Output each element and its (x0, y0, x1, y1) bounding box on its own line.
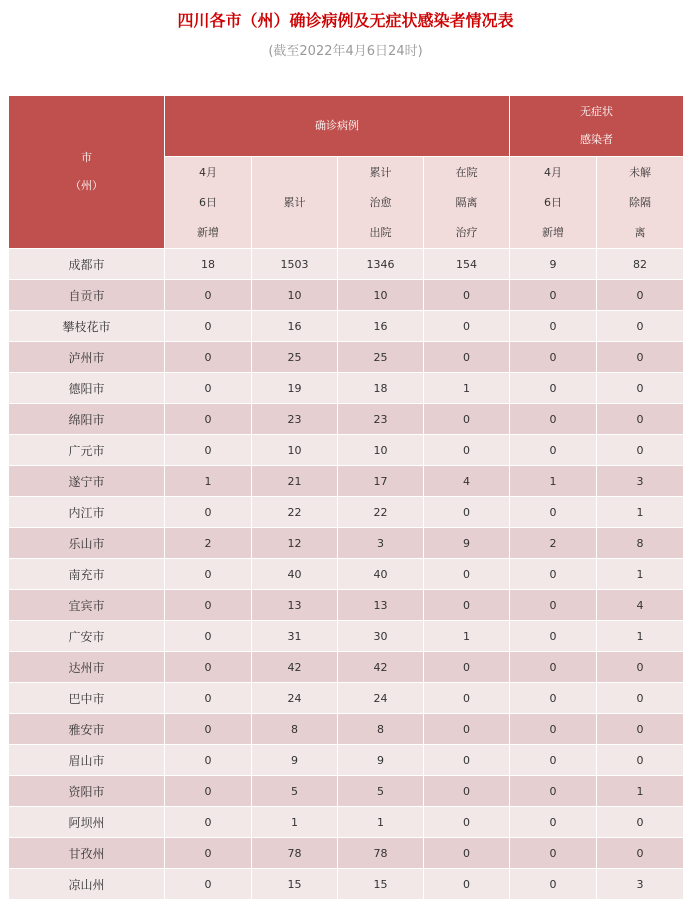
value-cell: 0 (510, 559, 597, 590)
value-cell: 0 (510, 776, 597, 807)
value-cell: 4 (424, 466, 510, 497)
table-row (9, 466, 684, 497)
value-cell: 10 (338, 280, 424, 311)
header-asymptomatic-group (510, 96, 684, 157)
header-asymptomatic-line2: 感染者 (580, 133, 613, 146)
value-cell: 1346 (338, 249, 424, 280)
cases-table (8, 95, 684, 900)
value-cell: 0 (165, 714, 252, 745)
city-name-cell: 凉山州 (9, 869, 165, 900)
value-cell: 1 (424, 621, 510, 652)
value-cell: 24 (252, 683, 338, 714)
value-cell: 0 (424, 683, 510, 714)
city-name-cell: 成都市 (9, 249, 165, 280)
value-cell: 1 (597, 497, 684, 528)
value-cell: 1 (252, 807, 338, 838)
table-body (9, 249, 684, 900)
value-cell: 0 (424, 280, 510, 311)
value-cell: 0 (424, 745, 510, 776)
value-cell: 0 (510, 621, 597, 652)
value-cell: 1503 (252, 249, 338, 280)
value-cell: 0 (597, 838, 684, 869)
value-cell: 0 (510, 745, 597, 776)
table-row (9, 714, 684, 745)
value-cell: 0 (510, 435, 597, 466)
value-cell: 23 (252, 404, 338, 435)
value-cell: 0 (424, 342, 510, 373)
value-cell: 0 (510, 373, 597, 404)
value-cell: 78 (338, 838, 424, 869)
value-cell: 0 (510, 652, 597, 683)
header-column-line: 治愈 (369, 195, 392, 209)
value-cell: 0 (165, 280, 252, 311)
header-column-line: 在院 (455, 165, 478, 179)
value-cell: 9 (424, 528, 510, 559)
table-row (9, 807, 684, 838)
value-cell: 25 (338, 342, 424, 373)
value-cell: 154 (424, 249, 510, 280)
value-cell: 3 (597, 869, 684, 900)
header-column-line: 4月 (199, 165, 217, 179)
value-cell: 0 (165, 311, 252, 342)
value-cell: 0 (424, 869, 510, 900)
header-column-line: 累计 (283, 195, 306, 209)
value-cell: 23 (338, 404, 424, 435)
value-cell: 40 (338, 559, 424, 590)
city-name-cell: 攀枝花市 (9, 311, 165, 342)
value-cell: 0 (165, 404, 252, 435)
value-cell: 0 (510, 838, 597, 869)
header-column-line: 治疗 (455, 225, 478, 239)
value-cell: 0 (510, 590, 597, 621)
header-column-3 (424, 157, 510, 249)
header-column-line: 除隔 (629, 195, 651, 209)
value-cell: 22 (252, 497, 338, 528)
header-column-line: 未解 (629, 165, 651, 179)
header-column-line: 6日 (199, 195, 217, 209)
city-name-cell: 内江市 (9, 497, 165, 528)
city-name-cell: 雅安市 (9, 714, 165, 745)
value-cell: 1 (165, 466, 252, 497)
value-cell: 0 (510, 497, 597, 528)
header-column-2 (338, 157, 424, 249)
value-cell: 24 (338, 683, 424, 714)
city-name-cell: 宜宾市 (9, 590, 165, 621)
value-cell: 0 (510, 714, 597, 745)
table-row (9, 404, 684, 435)
value-cell: 0 (510, 280, 597, 311)
value-cell: 9 (510, 249, 597, 280)
city-name-cell: 甘孜州 (9, 838, 165, 869)
value-cell: 15 (338, 869, 424, 900)
value-cell: 0 (424, 559, 510, 590)
value-cell: 0 (424, 807, 510, 838)
page-title: 四川各市（州）确诊病例及无症状感染者情况表 (177, 11, 514, 30)
value-cell: 12 (252, 528, 338, 559)
table-row (9, 528, 684, 559)
header-city-line2: （州） (70, 179, 103, 192)
value-cell: 0 (597, 342, 684, 373)
value-cell: 0 (165, 497, 252, 528)
value-cell: 13 (338, 590, 424, 621)
value-cell: 0 (424, 652, 510, 683)
header-column-line: 隔离 (455, 195, 478, 209)
value-cell: 0 (597, 280, 684, 311)
value-cell: 0 (424, 311, 510, 342)
value-cell: 0 (424, 776, 510, 807)
table-row (9, 745, 684, 776)
table-row (9, 621, 684, 652)
city-name-cell: 达州市 (9, 652, 165, 683)
value-cell: 3 (338, 528, 424, 559)
value-cell: 9 (338, 745, 424, 776)
value-cell: 0 (597, 652, 684, 683)
value-cell: 0 (165, 342, 252, 373)
value-cell: 0 (510, 311, 597, 342)
value-cell: 0 (424, 714, 510, 745)
table-row (9, 280, 684, 311)
value-cell: 13 (252, 590, 338, 621)
value-cell: 0 (424, 404, 510, 435)
header-column-line: 6日 (544, 195, 562, 209)
value-cell: 0 (424, 435, 510, 466)
city-name-cell: 自贡市 (9, 280, 165, 311)
value-cell: 0 (424, 838, 510, 869)
value-cell: 9 (252, 745, 338, 776)
header-asymptomatic-line1: 无症状 (580, 105, 613, 118)
value-cell: 0 (597, 683, 684, 714)
table-header (9, 96, 684, 249)
value-cell: 0 (165, 776, 252, 807)
value-cell: 30 (338, 621, 424, 652)
value-cell: 8 (597, 528, 684, 559)
value-cell: 42 (338, 652, 424, 683)
value-cell: 0 (165, 745, 252, 776)
value-cell: 17 (338, 466, 424, 497)
value-cell: 31 (252, 621, 338, 652)
header-confirmed-group: 确诊病例 (165, 96, 510, 157)
value-cell: 78 (252, 838, 338, 869)
value-cell: 1 (510, 466, 597, 497)
value-cell: 0 (597, 714, 684, 745)
city-name-cell: 泸州市 (9, 342, 165, 373)
city-name-cell: 广元市 (9, 435, 165, 466)
value-cell: 5 (338, 776, 424, 807)
value-cell: 0 (424, 590, 510, 621)
table-row (9, 683, 684, 714)
table-row (9, 435, 684, 466)
city-name-cell: 阿坝州 (9, 807, 165, 838)
value-cell: 0 (165, 590, 252, 621)
value-cell: 2 (510, 528, 597, 559)
table-row (9, 838, 684, 869)
city-name-cell: 南充市 (9, 559, 165, 590)
value-cell: 8 (252, 714, 338, 745)
value-cell: 0 (597, 435, 684, 466)
table-row (9, 869, 684, 900)
table-row (9, 652, 684, 683)
value-cell: 0 (165, 838, 252, 869)
value-cell: 0 (597, 404, 684, 435)
value-cell: 0 (597, 745, 684, 776)
value-cell: 0 (510, 807, 597, 838)
city-name-cell: 巴中市 (9, 683, 165, 714)
value-cell: 18 (165, 249, 252, 280)
value-cell: 19 (252, 373, 338, 404)
value-cell: 0 (510, 342, 597, 373)
city-name-cell: 德阳市 (9, 373, 165, 404)
city-name-cell: 乐山市 (9, 528, 165, 559)
value-cell: 0 (165, 559, 252, 590)
value-cell: 10 (252, 435, 338, 466)
header-column-line: 累计 (369, 165, 392, 179)
value-cell: 0 (510, 683, 597, 714)
page-subtitle: (截至2022年4月6日24时) (268, 44, 423, 59)
table-row (9, 776, 684, 807)
city-name-cell: 绵阳市 (9, 404, 165, 435)
value-cell: 1 (597, 559, 684, 590)
table-row (9, 249, 684, 280)
header-column-line: 4月 (544, 165, 562, 179)
value-cell: 0 (165, 683, 252, 714)
value-cell: 1 (424, 373, 510, 404)
value-cell: 0 (165, 621, 252, 652)
table-row (9, 590, 684, 621)
value-cell: 10 (338, 435, 424, 466)
value-cell: 0 (424, 497, 510, 528)
value-cell: 2 (165, 528, 252, 559)
city-name-cell: 资阳市 (9, 776, 165, 807)
value-cell: 25 (252, 342, 338, 373)
value-cell: 8 (338, 714, 424, 745)
header-column-line: 新增 (542, 225, 564, 239)
value-cell: 0 (165, 652, 252, 683)
value-cell: 0 (597, 311, 684, 342)
value-cell: 16 (252, 311, 338, 342)
table-row (9, 497, 684, 528)
value-cell: 1 (597, 776, 684, 807)
value-cell: 22 (338, 497, 424, 528)
header-column-0 (165, 157, 252, 249)
value-cell: 0 (165, 807, 252, 838)
value-cell: 0 (165, 869, 252, 900)
value-cell: 0 (165, 373, 252, 404)
header-city-line1: 市 (81, 151, 92, 164)
header-city (9, 96, 165, 249)
header-column-line: 出院 (369, 225, 392, 239)
value-cell: 42 (252, 652, 338, 683)
value-cell: 0 (165, 435, 252, 466)
city-name-cell: 广安市 (9, 621, 165, 652)
header-column-line: 离 (634, 225, 646, 239)
value-cell: 4 (597, 590, 684, 621)
value-cell: 0 (597, 807, 684, 838)
value-cell: 21 (252, 466, 338, 497)
value-cell: 0 (510, 869, 597, 900)
city-name-cell: 眉山市 (9, 745, 165, 776)
value-cell: 1 (338, 807, 424, 838)
table-row (9, 373, 684, 404)
value-cell: 16 (338, 311, 424, 342)
table-row (9, 559, 684, 590)
city-name-cell: 遂宁市 (9, 466, 165, 497)
header-column-1 (252, 157, 338, 249)
value-cell: 3 (597, 466, 684, 497)
header-column-4 (510, 157, 597, 249)
value-cell: 40 (252, 559, 338, 590)
value-cell: 18 (338, 373, 424, 404)
table-row (9, 342, 684, 373)
value-cell: 10 (252, 280, 338, 311)
value-cell: 0 (510, 404, 597, 435)
value-cell: 5 (252, 776, 338, 807)
header-column-line: 新增 (197, 225, 219, 239)
value-cell: 15 (252, 869, 338, 900)
value-cell: 82 (597, 249, 684, 280)
value-cell: 1 (597, 621, 684, 652)
header-column-5 (597, 157, 684, 249)
table-row (9, 311, 684, 342)
value-cell: 0 (597, 373, 684, 404)
